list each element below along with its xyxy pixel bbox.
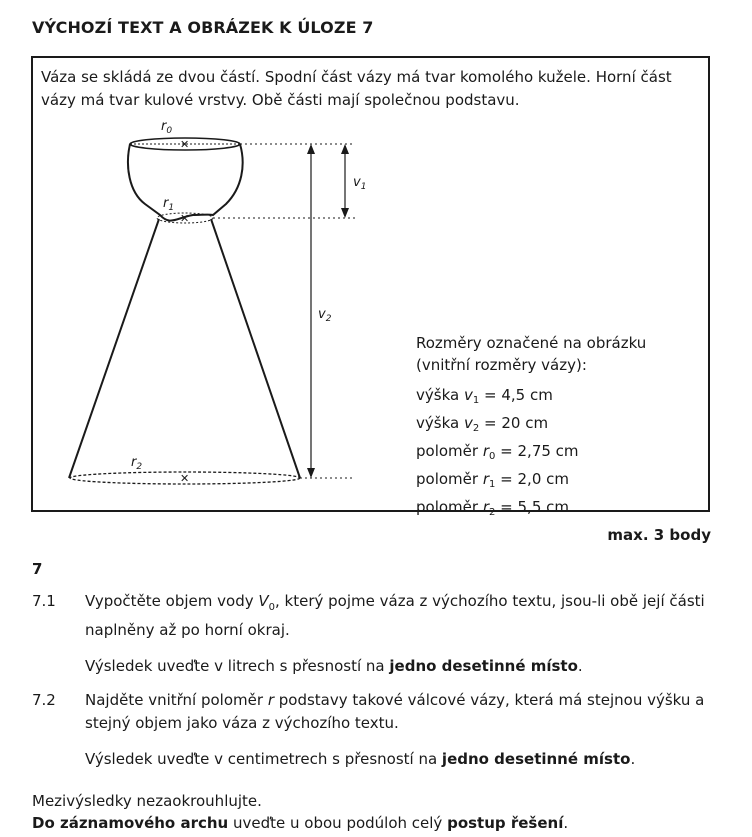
dimension-row: výška $v_2 = 20$ cm: [416, 414, 549, 434]
vase-top-bowl: [128, 144, 243, 221]
question-text: Vypočtěte objem vody $V_0$, který pojme váza z výchozího textu, jsou-li obě její části naplněny až po horní okraj.: [85, 592, 705, 639]
label-r2: $r_2$: [131, 455, 143, 472]
dimensions-list: [416, 332, 646, 524]
question-number: 7.1: [32, 592, 56, 610]
dimension-row: poloměr $r_0 = 2,75$ cm: [416, 442, 579, 462]
frustum-right-side: [211, 219, 300, 478]
source-text-box: [31, 56, 710, 518]
footer-line1: Mezivýsledky nezaokrouhlujte.: [32, 792, 262, 810]
label-v1: $v_1$: [353, 175, 367, 192]
question-instruction: Výsledek uveďte v centimetrech s přesností na jedno desetinné místo.: [85, 750, 636, 768]
frustum-left-side: [69, 219, 159, 478]
label-v2: $v_2$: [318, 307, 332, 324]
footer-instructions: [32, 790, 568, 834]
task-number: 7: [32, 560, 43, 578]
footer-line2: Do záznamového archu uveďte u obou podúloh celý postup řešení.: [32, 814, 569, 832]
r1-center-mark: ✕: [180, 212, 190, 225]
dimensions-header-line1: Rozměry označené na obrázku: [416, 334, 647, 352]
r0-center-mark: ✕: [180, 138, 190, 151]
label-r0: $r_0$: [161, 119, 173, 136]
dimension-row: výška $v_1 = 4,5$ cm: [416, 386, 553, 406]
dimension-row: poloměr $r_1 = 2,0$ cm: [416, 470, 569, 490]
question-text: Najděte vnitřní poloměr r podstavy takové válcové vázy, která má stejnou výšku a stejný objem jako váza z výchozího textu.: [85, 691, 705, 732]
label-r1: $r_1$: [163, 196, 175, 213]
dimensions-header-line2: (vnitřní rozměry vázy):: [416, 356, 587, 374]
dimension-row: poloměr $r_2 = 5,5$ cm: [416, 498, 569, 518]
max-points: max. 3 body: [607, 526, 711, 544]
section-heading: VÝCHOZÍ TEXT A OBRÁZEK K ÚLOZE 7: [32, 18, 374, 37]
intro-text: Váza se skládá ze dvou částí. Spodní část vázy má tvar komolého kužele. Horní část vázy má tvar kulové vrstvy. Obě části mají společnou podstavu.: [41, 68, 672, 109]
question-number: 7.2: [32, 691, 56, 709]
question-instruction: Výsledek uveďte v litrech s přesností na jedno desetinné místo.: [85, 657, 583, 675]
r2-center-mark: ✕: [180, 472, 190, 485]
